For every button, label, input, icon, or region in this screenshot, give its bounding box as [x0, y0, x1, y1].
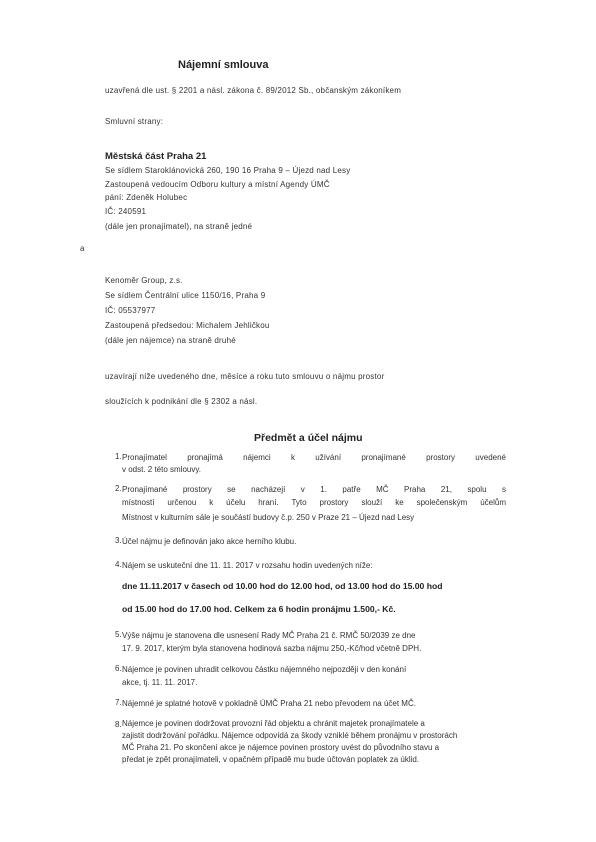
item-line: Pronajímané prostory se nacházejí v 1. patře MČ Praha 21, spolu s — [122, 485, 506, 494]
item-line: Nájem se uskuteční dne 11. 11. 2017 v rozsahu hodin uvedených níže: — [122, 561, 373, 570]
intro-line: uzavřená dle ust. § 2201 a násl. zákona č. 89/2012 Sb., občanským zákoníkem — [105, 86, 402, 95]
item-number: 8. — [115, 720, 122, 729]
list-item-continuation — [122, 510, 522, 525]
conjunction: a — [80, 244, 85, 253]
tenant-line: Kenoměr Group, z.s. — [105, 276, 183, 285]
item-line: Nájemce je povinen uhradit celkovou částku nájemného nejpozději v den konání — [122, 665, 407, 674]
list-item — [122, 558, 522, 573]
item-line: Výše nájmu je stanovena dle usnesení Rady MČ Praha 21 č. RMČ 50/2039 ze dne — [122, 631, 416, 640]
item-line: místností určenou k účelu hraní. Tyto prostory slouží ke společenským účelům — [122, 498, 506, 507]
agreement-line: sloužících k podnikání dle § 2302 a násl. — [105, 397, 258, 406]
item-line: 17. 9. 2017, kterým byla stanovena hodinová sazba nájmu 250,-Kč/hod včetně DPH. — [122, 644, 422, 653]
list-item — [122, 718, 512, 766]
item-line: Pronajímatel pronajímá nájemci k užívání pronajímané prostory uvedené — [122, 453, 506, 462]
item-line: MČ Praha 21. Po skončení akce je nájemce povinen prostory uvést do původního stavu a — [122, 743, 440, 752]
item-line: zajistit dodržování pořádku. Nájemce odpovídá za škody vzniklé během pronájmu v prostorách — [122, 731, 458, 740]
landlord-line: (dále jen pronajímatel), na straně jedné — [105, 222, 253, 231]
item-number: 5. — [115, 630, 122, 639]
tenant-line: IČ: 05537977 — [105, 306, 156, 315]
item-line: Místnost v kulturním sále je součástí budovy č.p. 250 v Praze 21 – Újezd nad Lesy — [122, 513, 415, 522]
tenant-line: Se sídlem Čentrální ulice 1150/16, Praha 9 — [105, 291, 266, 300]
item-number: 2. — [115, 484, 122, 493]
landlord-line: pání: Zdeněk Holubec — [105, 193, 188, 202]
item-line: akce, tj. 11. 11. 2017. — [122, 678, 198, 687]
landlord-line: IČ: 240591 — [105, 207, 147, 216]
section-title: Předmět a účel nájmu — [254, 432, 363, 444]
item-line: Nájemné je splatné hotově v pokladně ÚMČ Praha 21 nebo převodem na účet MČ. — [122, 699, 416, 708]
schedule-line: od 15.00 hod do 17.00 hod. Celkem za 6 hodin pronájmu 1.500,- Kč. — [122, 604, 396, 614]
list-item — [122, 696, 522, 711]
item-number: 1. — [115, 452, 122, 461]
landlord-line: Se sídlem Staroklánovická 260, 190 16 Praha 9 – Újezd nad Lesy — [105, 166, 351, 175]
document-title: Nájemní smlouva — [178, 59, 269, 71]
item-line: Nájemce je povinen dodržovat provozní řád objektu a chránit majetek pronajímatele a — [122, 719, 425, 728]
tenant-line: (dále jen nájemce) na straně druhé — [105, 336, 236, 345]
item-line: v odst. 2 této smlouvy. — [122, 465, 201, 474]
list-item — [122, 628, 522, 656]
tenant-line: Zastoupená předsedou: Michalem Jehličkou — [105, 321, 270, 330]
landlord-line: Zastoupená vedoucím Odboru kultury a místní Agendy ÚMČ — [105, 180, 330, 189]
list-item — [122, 662, 522, 690]
parties-label: Smluvní strany: — [105, 117, 164, 126]
item-number: 4. — [115, 560, 122, 569]
landlord-name: Městská část Praha 21 — [105, 151, 207, 162]
item-line: Účel nájmu je definován jako akce herního klubu. — [122, 537, 297, 546]
schedule-line: dne 11.11.2017 v časech od 10.00 hod do 12.00 hod, od 13.00 hod do 15.00 hod — [122, 581, 443, 591]
item-number: 7. — [115, 698, 122, 707]
item-number: 3. — [115, 536, 122, 545]
list-item — [122, 534, 522, 549]
item-number: 6. — [115, 664, 122, 673]
list-item — [122, 482, 506, 510]
agreement-line: uzavírají níže uvedeného dne, měsíce a roku tuto smlouvu o nájmu prostor — [105, 372, 385, 381]
list-item-continuation — [122, 462, 522, 477]
item-line: předat je zpět pronajímateli, v opačném případě mu bude účtován poplatek za úklid. — [122, 755, 420, 764]
